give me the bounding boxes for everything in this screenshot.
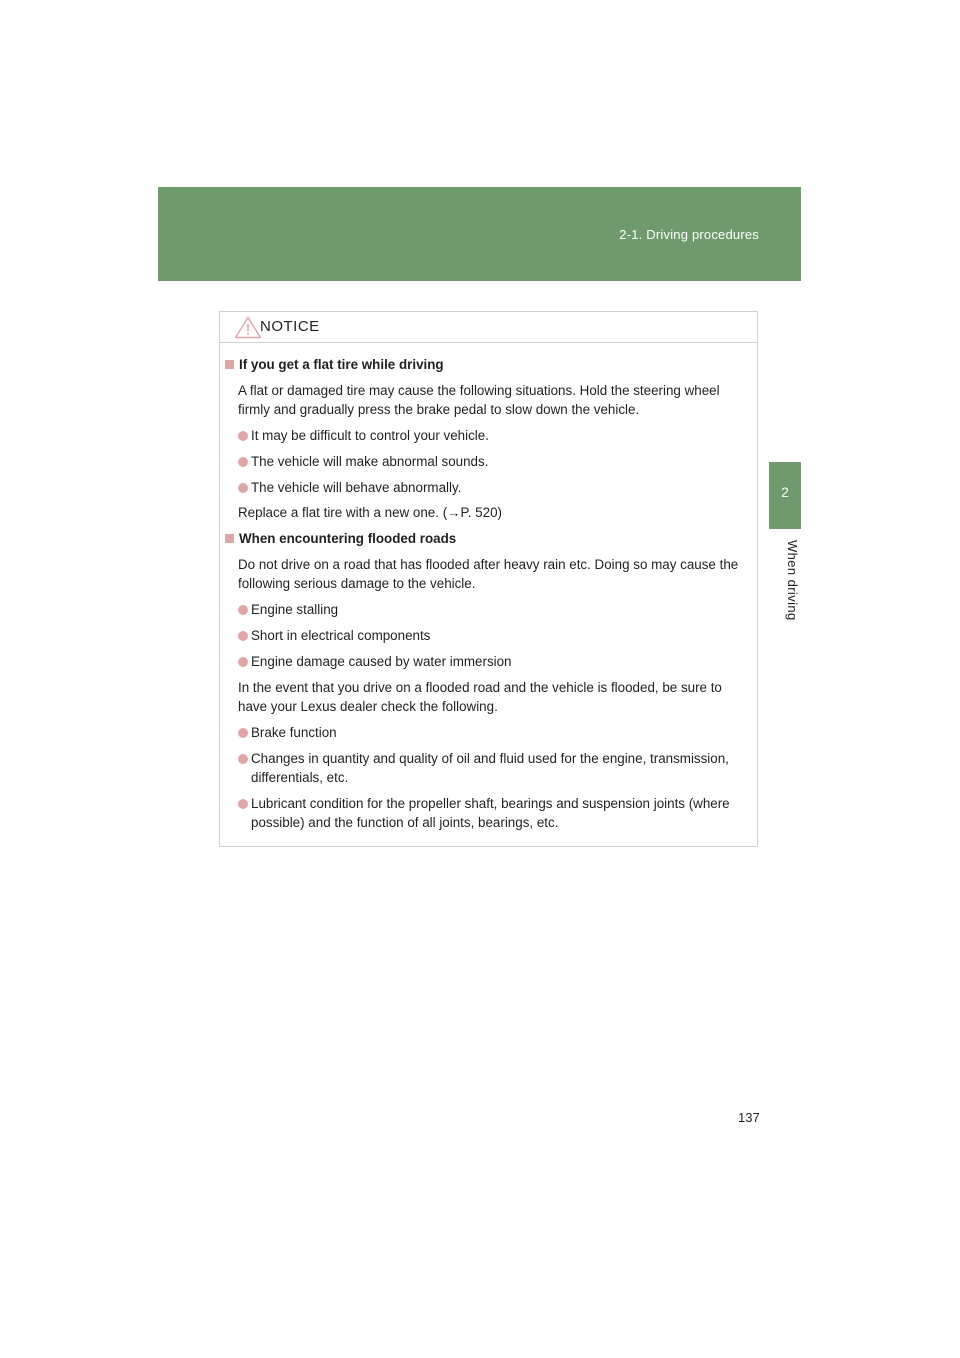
- flooded-para-line: Do not drive on a road that has flooded after heavy rain etc. Doing so may cause the: [238, 557, 739, 572]
- chapter-number: 2: [781, 484, 789, 500]
- bullet-dot-icon: [238, 431, 248, 441]
- bullet-dot-icon: [238, 728, 248, 738]
- warning-triangle-icon: [234, 316, 262, 339]
- list-item: Brake function: [238, 723, 337, 743]
- flat-tire-heading: [225, 355, 444, 375]
- list-item: It may be difficult to control your vehicle.: [238, 426, 489, 446]
- page-number: 137: [738, 1110, 760, 1125]
- header-band: [158, 187, 801, 281]
- list-item: Engine damage caused by water immersion: [238, 652, 512, 672]
- list-item-continuation: possible) and the function of all joints, bearings, etc.: [251, 815, 559, 830]
- flooded-para2-line: In the event that you drive on a flooded road and the vehicle is flooded, be sure to: [238, 680, 722, 695]
- replace-flat-tire-text: Replace a flat tire with a new one. (→P. 520): [238, 505, 502, 520]
- square-bullet-icon: [225, 534, 234, 543]
- list-item: The vehicle will behave abnormally.: [238, 478, 461, 498]
- section-title: 2-1. Driving procedures: [619, 227, 759, 242]
- bullet-dot-icon: [238, 799, 248, 809]
- list-item: Lubricant condition for the propeller shaft, bearings and suspension joints (where: [238, 794, 730, 814]
- notice-title: NOTICE: [260, 318, 320, 335]
- flat-tire-para-line: firmly and gradually press the brake pedal to slow down the vehicle.: [238, 402, 640, 417]
- square-bullet-icon: [225, 360, 234, 369]
- flooded-para2-line: have your Lexus dealer check the following.: [238, 699, 498, 714]
- list-item: Changes in quantity and quality of oil and fluid used for the engine, transmission,: [238, 749, 729, 769]
- flat-tire-heading-text: If you get a flat tire while driving: [239, 357, 444, 372]
- notice-header: [220, 312, 757, 343]
- list-item-continuation: differentials, etc.: [251, 770, 349, 785]
- chapter-label: When driving: [785, 540, 800, 621]
- bullet-dot-icon: [238, 483, 248, 493]
- bullet-dot-icon: [238, 631, 248, 641]
- list-item: Short in electrical components: [238, 626, 430, 646]
- flooded-para-line: following serious damage to the vehicle.: [238, 576, 476, 591]
- chapter-tab: [769, 462, 801, 529]
- flat-tire-para-line: A flat or damaged tire may cause the following situations. Hold the steering wheel: [238, 383, 720, 398]
- flooded-roads-heading-text: When encountering flooded roads: [239, 531, 457, 546]
- notice-box: [219, 311, 758, 847]
- bullet-dot-icon: [238, 754, 248, 764]
- bullet-dot-icon: [238, 457, 248, 467]
- list-item: Engine stalling: [238, 600, 338, 620]
- bullet-dot-icon: [238, 657, 248, 667]
- flooded-roads-heading: [225, 529, 456, 549]
- bullet-dot-icon: [238, 605, 248, 615]
- list-item: The vehicle will make abnormal sounds.: [238, 452, 488, 472]
